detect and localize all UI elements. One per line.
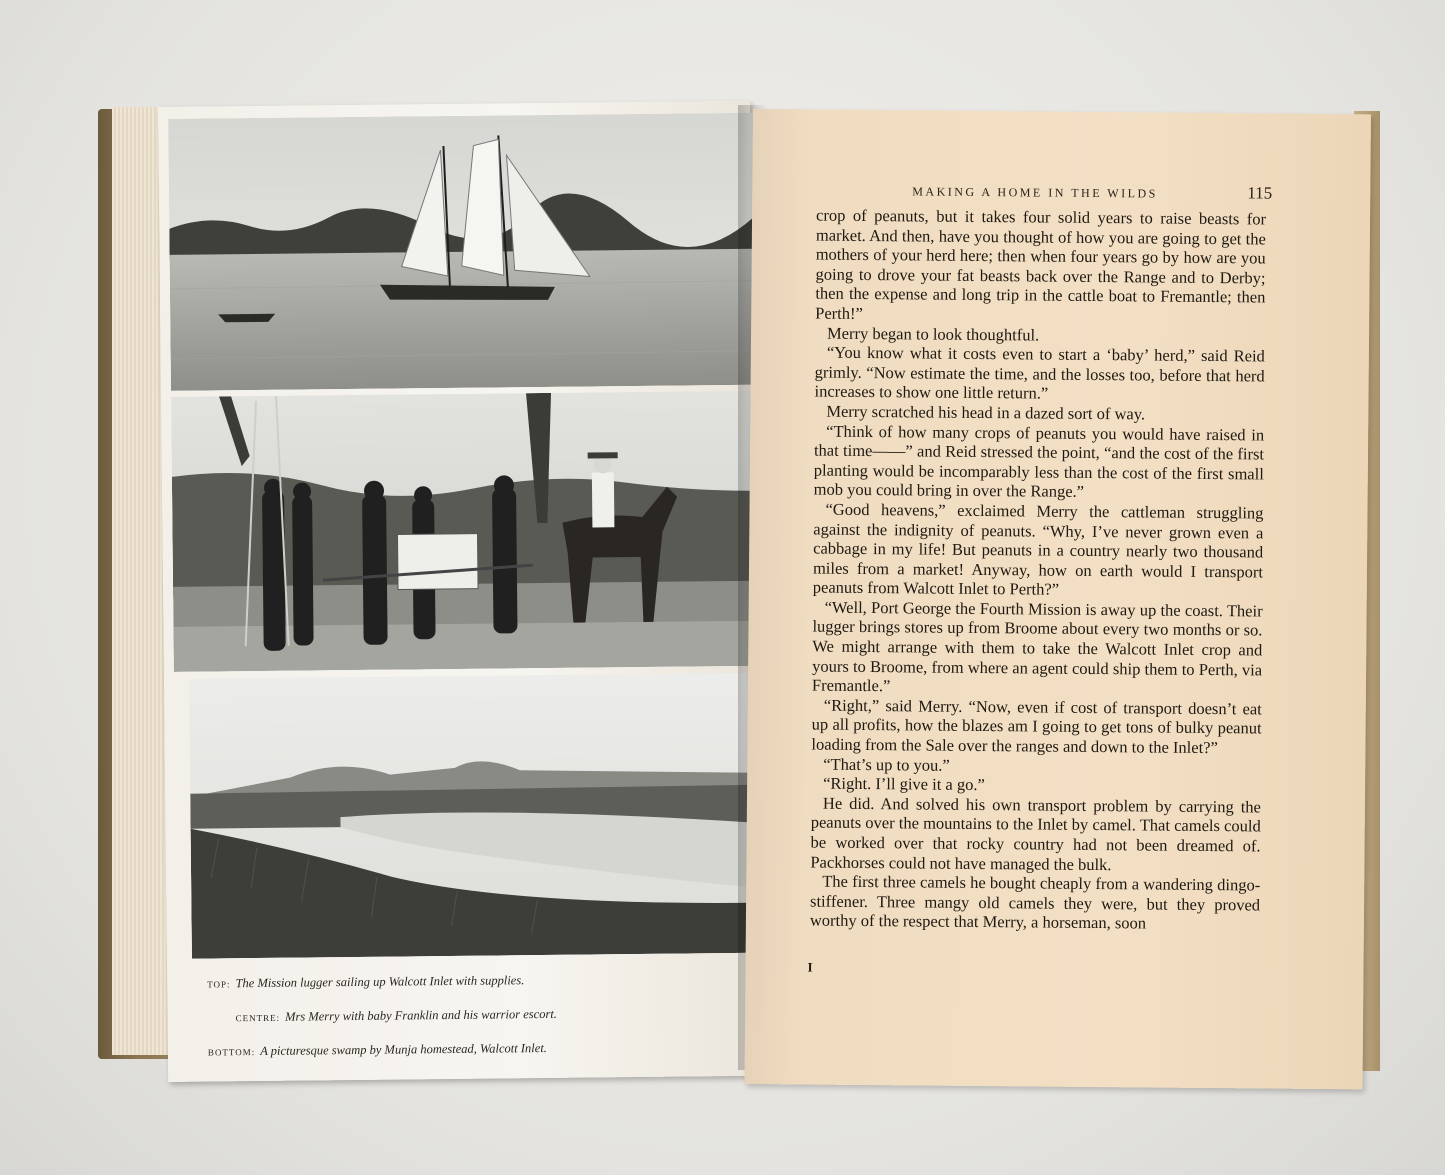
paragraph: The first three camels he bought cheaply from a wandering dingo-stiffener. Three mangy old camels they were, but they proved worthy of the respect that Merry, a horseman, soon bbox=[809, 871, 1261, 933]
photo-swamp bbox=[189, 673, 757, 959]
paragraph: He did. And solved his own transport problem by carrying the peanuts over the mountains to the Inlet by camel. That camels could be worked over that rocky country had not been dreamed of. Packhorses could not have managed the bulk. bbox=[810, 793, 1262, 874]
caption-bottom: BOTTOM: A picturesque swamp by Munja homestead, Walcott Inlet. bbox=[207, 1040, 547, 1058]
running-head: MAKING A HOME IN THE WILDS bbox=[912, 184, 1158, 201]
paragraph: “Good heavens,” exclaimed Merry the cattleman struggling against the indignity of peanuts. “Why, I’ve never grown even a cabbage in my life! But peanuts in a country nearly two thousand miles from a market! Anyway, how on earth would I transport peanuts from Walcott Inlet to Perth?” bbox=[812, 499, 1264, 599]
body-text bbox=[810, 206, 1266, 935]
signature-mark: I bbox=[807, 959, 813, 975]
paragraph: “Right,” said Merry. “Now, even if cost of transport doesn’t eat up all profits, how the blazes am I going to get tons of bulky peanut loading from the Sale over the ranges and down to the Inlet?” bbox=[811, 695, 1262, 758]
page-number: 115 bbox=[1247, 183, 1273, 203]
paragraph: “Right. I’ll give it a go.” bbox=[823, 773, 985, 795]
right-page bbox=[744, 109, 1370, 1089]
caption-top: TOP: The Mission lugger sailing up Walcott Inlet with supplies. bbox=[207, 973, 525, 991]
paragraph: Merry began to look thoughtful. bbox=[826, 323, 1040, 345]
paragraph: “Well, Port George the Fourth Mission is away up the coast. Their lugger brings stores up from Broome about every two months or so. We might arrange with them to take the Walcott Inlet crop and yours to Broome, from where an agent could ship them to Perth, via Fremantle.” bbox=[811, 597, 1263, 696]
photo-captions bbox=[207, 969, 728, 1076]
paragraph: “You know what it costs even to start a ‘baby’ herd,” said Reid grimly. “Now estimate the time, and the losses too, before that herd increases to show one little return.” bbox=[814, 342, 1265, 403]
left-page bbox=[158, 101, 760, 1082]
caption-centre: CENTRE: Mrs Merry with baby Franklin and his warrior escort. bbox=[235, 1006, 557, 1024]
paragraph: “That’s up to you.” bbox=[823, 754, 950, 775]
paragraph: “Think of how many crops of peanuts you would have raised in that time——” and Reid stressed the point, “and the cost of the first planting would be incomparably less than the cost of the first small mob you could bring in over the Range.” bbox=[813, 421, 1265, 502]
paragraph: Merry scratched his head in a dazed sort of way. bbox=[826, 401, 1146, 424]
photo-lugger bbox=[168, 113, 756, 391]
open-book bbox=[98, 105, 1380, 1065]
photo-escort bbox=[171, 391, 759, 672]
paragraph: crop of peanuts, but it takes four solid years to raise beasts for market. And then, have you thought of how you are going to get the mothers of your herd here; then when four years go by how are you going to drove your fat beasts back over the Range and to Derby; then the expense and long trip in the cattle boat to Fremantle; then Perth!” bbox=[815, 205, 1267, 323]
